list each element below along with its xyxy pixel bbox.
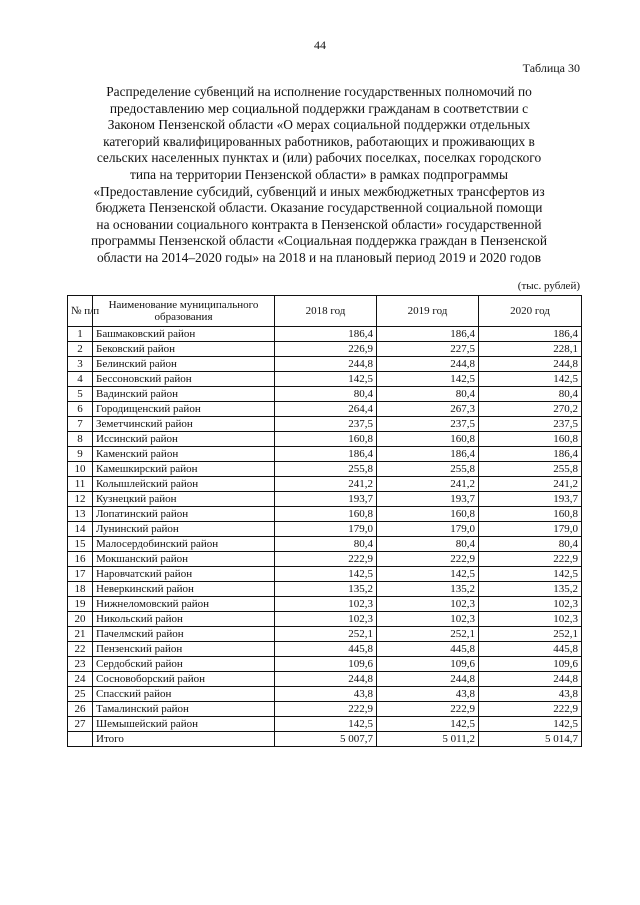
municipality-name: Иссинский район <box>93 432 275 447</box>
row-number: 18 <box>68 582 93 597</box>
municipality-name: Сердобский район <box>93 657 275 672</box>
value-2020: 142,5 <box>479 717 582 732</box>
value-2019: 244,8 <box>377 672 479 687</box>
municipality-name: Земетчинский район <box>93 417 275 432</box>
municipality-name: Тамалинский район <box>93 702 275 717</box>
value-2020: 109,6 <box>479 657 582 672</box>
value-2020: 445,8 <box>479 642 582 657</box>
value-2019: 160,8 <box>377 507 479 522</box>
table-row <box>68 642 582 657</box>
value-2020: 222,9 <box>479 702 582 717</box>
value-2020: 142,5 <box>479 567 582 582</box>
table-row <box>68 492 582 507</box>
value-2018: 135,2 <box>275 582 377 597</box>
row-number: 4 <box>68 372 93 387</box>
title-line: сельских населенных пунктах и (или) рабочих поселках, поселках городского <box>96 150 542 166</box>
value-2018: 222,9 <box>275 552 377 567</box>
page-number: 44 <box>314 38 326 52</box>
title-line: типа на территории Пензенской области» в рамках подпрограммы <box>130 166 508 182</box>
value-2018: 241,2 <box>275 477 377 492</box>
value-2020: 80,4 <box>479 537 582 552</box>
header-num: № п/п <box>68 296 93 327</box>
value-2019: 222,9 <box>377 552 479 567</box>
value-2018: 43,8 <box>275 687 377 702</box>
municipality-name: Каменский район <box>93 447 275 462</box>
value-2019: 237,5 <box>377 417 479 432</box>
value-2018: 186,4 <box>275 447 377 462</box>
value-2018: 109,6 <box>275 657 377 672</box>
row-number: 27 <box>68 717 93 732</box>
title-line: бюджета Пензенской области. Оказание государственной социальной помощи <box>95 200 543 216</box>
value-2020: 193,7 <box>479 492 582 507</box>
value-2019: 186,4 <box>377 447 479 462</box>
row-number: 20 <box>68 612 93 627</box>
subvention-table <box>67 295 582 747</box>
row-number: 9 <box>68 447 93 462</box>
table-row <box>68 387 582 402</box>
municipality-name: Лунинский район <box>93 522 275 537</box>
table-row <box>68 447 582 462</box>
value-2019: 109,6 <box>377 657 479 672</box>
table-header-row <box>68 296 582 327</box>
value-2020: 160,8 <box>479 432 582 447</box>
table-row <box>68 612 582 627</box>
value-2018: 102,3 <box>275 612 377 627</box>
table-row <box>68 657 582 672</box>
table-row <box>68 567 582 582</box>
value-2019: 267,3 <box>377 402 479 417</box>
header-2019: 2019 год <box>377 296 479 327</box>
row-number: 23 <box>68 657 93 672</box>
value-2018: 102,3 <box>275 597 377 612</box>
title-line: Распределение субвенций на исполнение государственных полномочий по <box>106 84 532 99</box>
title-line: на основании социального контракта в Пензенской области» государственной <box>96 216 542 232</box>
value-2018: 179,0 <box>275 522 377 537</box>
value-2018: 445,8 <box>275 642 377 657</box>
value-2019: 227,5 <box>377 342 479 357</box>
value-2018: 193,7 <box>275 492 377 507</box>
row-number: 12 <box>68 492 93 507</box>
municipality-name: Пензенский район <box>93 642 275 657</box>
value-2020: 102,3 <box>479 612 582 627</box>
total-row <box>68 732 582 747</box>
municipality-name: Пачелмский район <box>93 627 275 642</box>
value-2019: 142,5 <box>377 567 479 582</box>
row-number: 25 <box>68 687 93 702</box>
municipality-name: Городищенский район <box>93 402 275 417</box>
row-number: 2 <box>68 342 93 357</box>
table-row <box>68 462 582 477</box>
row-number: 26 <box>68 702 93 717</box>
value-2019: 135,2 <box>377 582 479 597</box>
row-number: 16 <box>68 552 93 567</box>
row-number: 11 <box>68 477 93 492</box>
row-number: 6 <box>68 402 93 417</box>
value-2018: 80,4 <box>275 387 377 402</box>
total-label: Итого <box>93 732 275 747</box>
value-2019: 244,8 <box>377 357 479 372</box>
table-row <box>68 702 582 717</box>
value-2019: 193,7 <box>377 492 479 507</box>
value-2019: 102,3 <box>377 612 479 627</box>
municipality-name: Неверкинский район <box>93 582 275 597</box>
value-2019: 142,5 <box>377 372 479 387</box>
municipality-name: Никольский район <box>93 612 275 627</box>
value-2018: 264,4 <box>275 402 377 417</box>
value-2019: 80,4 <box>377 387 479 402</box>
value-2020: 160,8 <box>479 507 582 522</box>
municipality-name: Белинский район <box>93 357 275 372</box>
value-2020: 135,2 <box>479 582 582 597</box>
row-number: 24 <box>68 672 93 687</box>
table-row <box>68 582 582 597</box>
table-row <box>68 357 582 372</box>
value-2018: 142,5 <box>275 567 377 582</box>
municipality-name: Шемышейский район <box>93 717 275 732</box>
municipality-name: Малосердобинский район <box>93 537 275 552</box>
value-2019: 179,0 <box>377 522 479 537</box>
row-number: 15 <box>68 537 93 552</box>
row-number: 19 <box>68 597 93 612</box>
value-2020: 252,1 <box>479 627 582 642</box>
value-2018: 226,9 <box>275 342 377 357</box>
table-row <box>68 717 582 732</box>
value-2020: 186,4 <box>479 447 582 462</box>
table-row <box>68 552 582 567</box>
value-2020: 186,4 <box>479 327 582 342</box>
value-2020: 43,8 <box>479 687 582 702</box>
value-2018: 142,5 <box>275 717 377 732</box>
header-municipality: Наименование муниципального образования <box>93 296 275 327</box>
municipality-name: Мокшанский район <box>93 552 275 567</box>
value-2019: 43,8 <box>377 687 479 702</box>
total-2020: 5 014,7 <box>479 732 582 747</box>
header-2018: 2018 год <box>275 296 377 327</box>
row-number: 10 <box>68 462 93 477</box>
table-row <box>68 537 582 552</box>
table-row <box>68 342 582 357</box>
value-2020: 142,5 <box>479 372 582 387</box>
value-2020: 241,2 <box>479 477 582 492</box>
document-title <box>58 84 580 267</box>
table-row <box>68 522 582 537</box>
row-number: 5 <box>68 387 93 402</box>
table-row <box>68 672 582 687</box>
table-row <box>68 627 582 642</box>
value-2019: 80,4 <box>377 537 479 552</box>
units-label: (тыс. рублей) <box>517 280 580 292</box>
value-2020: 222,9 <box>479 552 582 567</box>
title-line: Законом Пензенской области «О мерах социальной поддержки отдельных <box>107 117 531 133</box>
table-row <box>68 402 582 417</box>
value-2020: 102,3 <box>479 597 582 612</box>
header-2020: 2020 год <box>479 296 582 327</box>
value-2020: 270,2 <box>479 402 582 417</box>
value-2019: 255,8 <box>377 462 479 477</box>
row-number: 8 <box>68 432 93 447</box>
row-number: 17 <box>68 567 93 582</box>
table-row <box>68 417 582 432</box>
table-row <box>68 372 582 387</box>
value-2020: 255,8 <box>479 462 582 477</box>
municipality-name: Вадинский район <box>93 387 275 402</box>
municipality-name: Наровчатский район <box>93 567 275 582</box>
title-line: «Предоставление субсидий, субвенций и иных межбюджетных трансфертов из <box>93 183 545 199</box>
value-2020: 244,8 <box>479 357 582 372</box>
municipality-name: Бековский район <box>93 342 275 357</box>
title-line: области на 2014–2020 годы» на 2018 и на плановый период 2019 и 2020 годов <box>96 249 542 265</box>
municipality-name: Кузнецкий район <box>93 492 275 507</box>
value-2019: 445,8 <box>377 642 479 657</box>
value-2018: 252,1 <box>275 627 377 642</box>
value-2018: 222,9 <box>275 702 377 717</box>
table-label: Таблица 30 <box>522 61 580 75</box>
value-2020: 237,5 <box>479 417 582 432</box>
value-2020: 80,4 <box>479 387 582 402</box>
value-2019: 222,9 <box>377 702 479 717</box>
value-2018: 186,4 <box>275 327 377 342</box>
value-2018: 80,4 <box>275 537 377 552</box>
value-2020: 179,0 <box>479 522 582 537</box>
row-number: 13 <box>68 507 93 522</box>
municipality-name: Нижнеломовский район <box>93 597 275 612</box>
value-2019: 186,4 <box>377 327 479 342</box>
value-2019: 102,3 <box>377 597 479 612</box>
value-2019: 241,2 <box>377 477 479 492</box>
title-line: программы Пензенской области «Социальная поддержка граждан в Пензенской <box>90 233 548 249</box>
row-number: 1 <box>68 327 93 342</box>
value-2020: 244,8 <box>479 672 582 687</box>
value-2019: 142,5 <box>377 717 479 732</box>
value-2018: 142,5 <box>275 372 377 387</box>
title-line: предоставлению мер социальной поддержки гражданам в соответствии с <box>109 100 529 116</box>
value-2018: 244,8 <box>275 357 377 372</box>
row-number: 22 <box>68 642 93 657</box>
municipality-name: Лопатинский район <box>93 507 275 522</box>
total-2019: 5 011,2 <box>377 732 479 747</box>
table-row <box>68 597 582 612</box>
value-2018: 244,8 <box>275 672 377 687</box>
municipality-name: Камешкирский район <box>93 462 275 477</box>
row-number: 7 <box>68 417 93 432</box>
table-row <box>68 687 582 702</box>
municipality-name: Сосновоборский район <box>93 672 275 687</box>
value-2019: 252,1 <box>377 627 479 642</box>
row-number: 14 <box>68 522 93 537</box>
total-2018: 5 007,7 <box>275 732 377 747</box>
value-2018: 237,5 <box>275 417 377 432</box>
municipality-name: Спасский район <box>93 687 275 702</box>
row-number: 3 <box>68 357 93 372</box>
title-line: категорий квалифицированных работников, работающих и проживающих в <box>103 133 535 149</box>
table-row <box>68 477 582 492</box>
value-2019: 160,8 <box>377 432 479 447</box>
value-2020: 228,1 <box>479 342 582 357</box>
value-2018: 255,8 <box>275 462 377 477</box>
municipality-name: Бессоновский район <box>93 372 275 387</box>
value-2018: 160,8 <box>275 432 377 447</box>
table-row <box>68 432 582 447</box>
municipality-name: Колышлейский район <box>93 477 275 492</box>
table-row <box>68 327 582 342</box>
table-row <box>68 507 582 522</box>
total-num-cell <box>68 732 93 747</box>
municipality-name: Башмаковский район <box>93 327 275 342</box>
row-number: 21 <box>68 627 93 642</box>
value-2018: 160,8 <box>275 507 377 522</box>
